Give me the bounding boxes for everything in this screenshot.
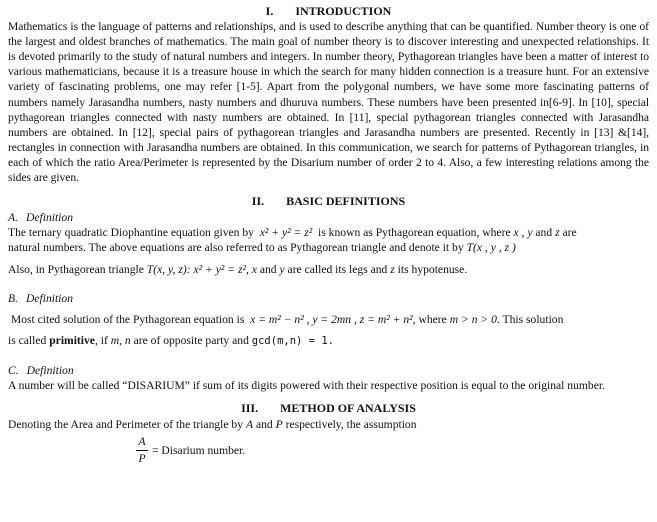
triangle-equation: T(x, y, z): x² + y² = z², [146, 262, 249, 276]
assumption-equation [136, 435, 649, 466]
subsection-letter: C. [8, 363, 19, 377]
subsection-letter: A. [8, 211, 18, 225]
solution-equation: x = m² − n² , y = 2mn , z = m² + n² [250, 312, 413, 326]
section-heading-basic-definitions [8, 194, 649, 209]
section-title: METHOD OF ANALYSIS [280, 401, 416, 416]
math-var: y [279, 262, 285, 276]
primitive-term: primitive [49, 333, 95, 347]
definition-a-line-2 [8, 240, 649, 255]
section-heading-introduction [8, 4, 649, 19]
math-var: z [390, 262, 395, 276]
math-var: x [251, 262, 257, 276]
text-span: The ternary quadratic Diophantine equation given by [8, 226, 254, 240]
assumption-rhs: = Disarium number. [152, 444, 246, 458]
math-vars: x , y [513, 226, 533, 240]
text-span: Most cited solution of the Pythagorean equation is [10, 312, 245, 326]
triangle-notation: T(x , y , z ) [466, 241, 516, 255]
subsection-label: Definition [26, 363, 74, 377]
text-span: and [255, 418, 273, 432]
subsection-heading-definition-c [8, 363, 649, 378]
introduction-paragraph: Mathematics is the language of patterns and relationships, and is used to describe anything that can be quantified. Number theory is one of the largest and oldest branches of mathematics. The main goal of number theory is to discover interesting and unexpected relationships. It is devoted primarily to the study of natural numbers and integers. In number theory, Pythagorean triangles have been a matter of interest to various mathematicians, because it is a treasure house in which the search for many hidden connection is a treasure hunt. For an extensive variety of fascinating problems, one may refer [1-5]. Apart from the polygonal numbers, we have some more fascinating patterns of numbers namely Jarasandha numbers, nasty numbers and dhuruva numbers. These numbers have been presented in[6-9]. In [10], special pythagorean triangles connected with nasty numbers are obtained. In [11], special pythagorean triangles connected with Jarasandha numbers are obtained. In [12], special pairs of pythagorean triangles and Jarasandha numbers are presented. Recently in [13] &[14], rectangles in connection with Jarasandha numbers are obtained. In this communication, we search for patterns of Pythagorean triangles, in each of which the ratio Area/Perimeter is represented by the Disarium number of order 2 to 4. Also, a few interesting relations among the sides are given. [8, 20, 649, 185]
gcd-expression: gcd(m,n) = 1. [251, 334, 334, 347]
method-line-1 [8, 417, 649, 432]
pythagorean-equation: x² + y² = z² [259, 226, 313, 240]
text-span: and [259, 262, 277, 276]
text-span: respectively, the assumption [285, 418, 417, 432]
text-span: is called [8, 333, 47, 347]
math-var: z [555, 226, 560, 240]
text-span: its hypotenuse. [397, 262, 468, 276]
text-span: is known as Pythagorean equation, where [318, 226, 511, 240]
fraction-denominator: P [138, 452, 146, 466]
text-span: are called its legs and [287, 262, 388, 276]
section-number: I. [265, 4, 274, 18]
subsection-label: Definition [25, 291, 73, 305]
text-span: are of opposite party and [133, 333, 249, 347]
text-span: Also, in Pythagorean triangle [8, 262, 144, 276]
definition-b-line-1 [8, 312, 649, 327]
math-var: A [245, 418, 254, 432]
math-var: P [275, 418, 283, 432]
section-title: INTRODUCTION [295, 4, 392, 18]
section-heading-method-of-analysis [8, 401, 649, 416]
section-number: III. [241, 401, 259, 416]
condition: m > n > 0 [449, 312, 497, 326]
fraction-bar [136, 450, 148, 451]
area-perimeter-fraction [136, 435, 148, 466]
text-span: . This solution [496, 312, 564, 326]
text-span: natural numbers. The above equations are also referred to as Pythagorean triangle and denote it by [8, 241, 464, 255]
definition-a-line-1 [8, 225, 649, 240]
section-number: II. [251, 194, 265, 209]
subsection-letter: B. [8, 291, 18, 305]
text-span: are [562, 226, 577, 240]
definition-a-line-3 [8, 262, 649, 277]
text-span: Denoting the Area and Perimeter of the triangle by [8, 418, 244, 432]
subsection-heading-definition-a [8, 210, 649, 225]
text-span: , where [412, 312, 447, 326]
definition-b-line-2 [8, 333, 649, 349]
math-vars: m, n [110, 333, 131, 347]
subsection-heading-definition-b [8, 291, 649, 306]
definition-c-text: A number will be called “DISARIUM” if sum of its digits powered with their respective position is equal to the original number. [8, 378, 605, 392]
text-span: and [535, 226, 553, 240]
fraction-numerator: A [138, 435, 146, 449]
subsection-label: Definition [25, 211, 73, 225]
section-title: BASIC DEFINITIONS [286, 194, 406, 209]
text-span: , if [94, 333, 108, 347]
